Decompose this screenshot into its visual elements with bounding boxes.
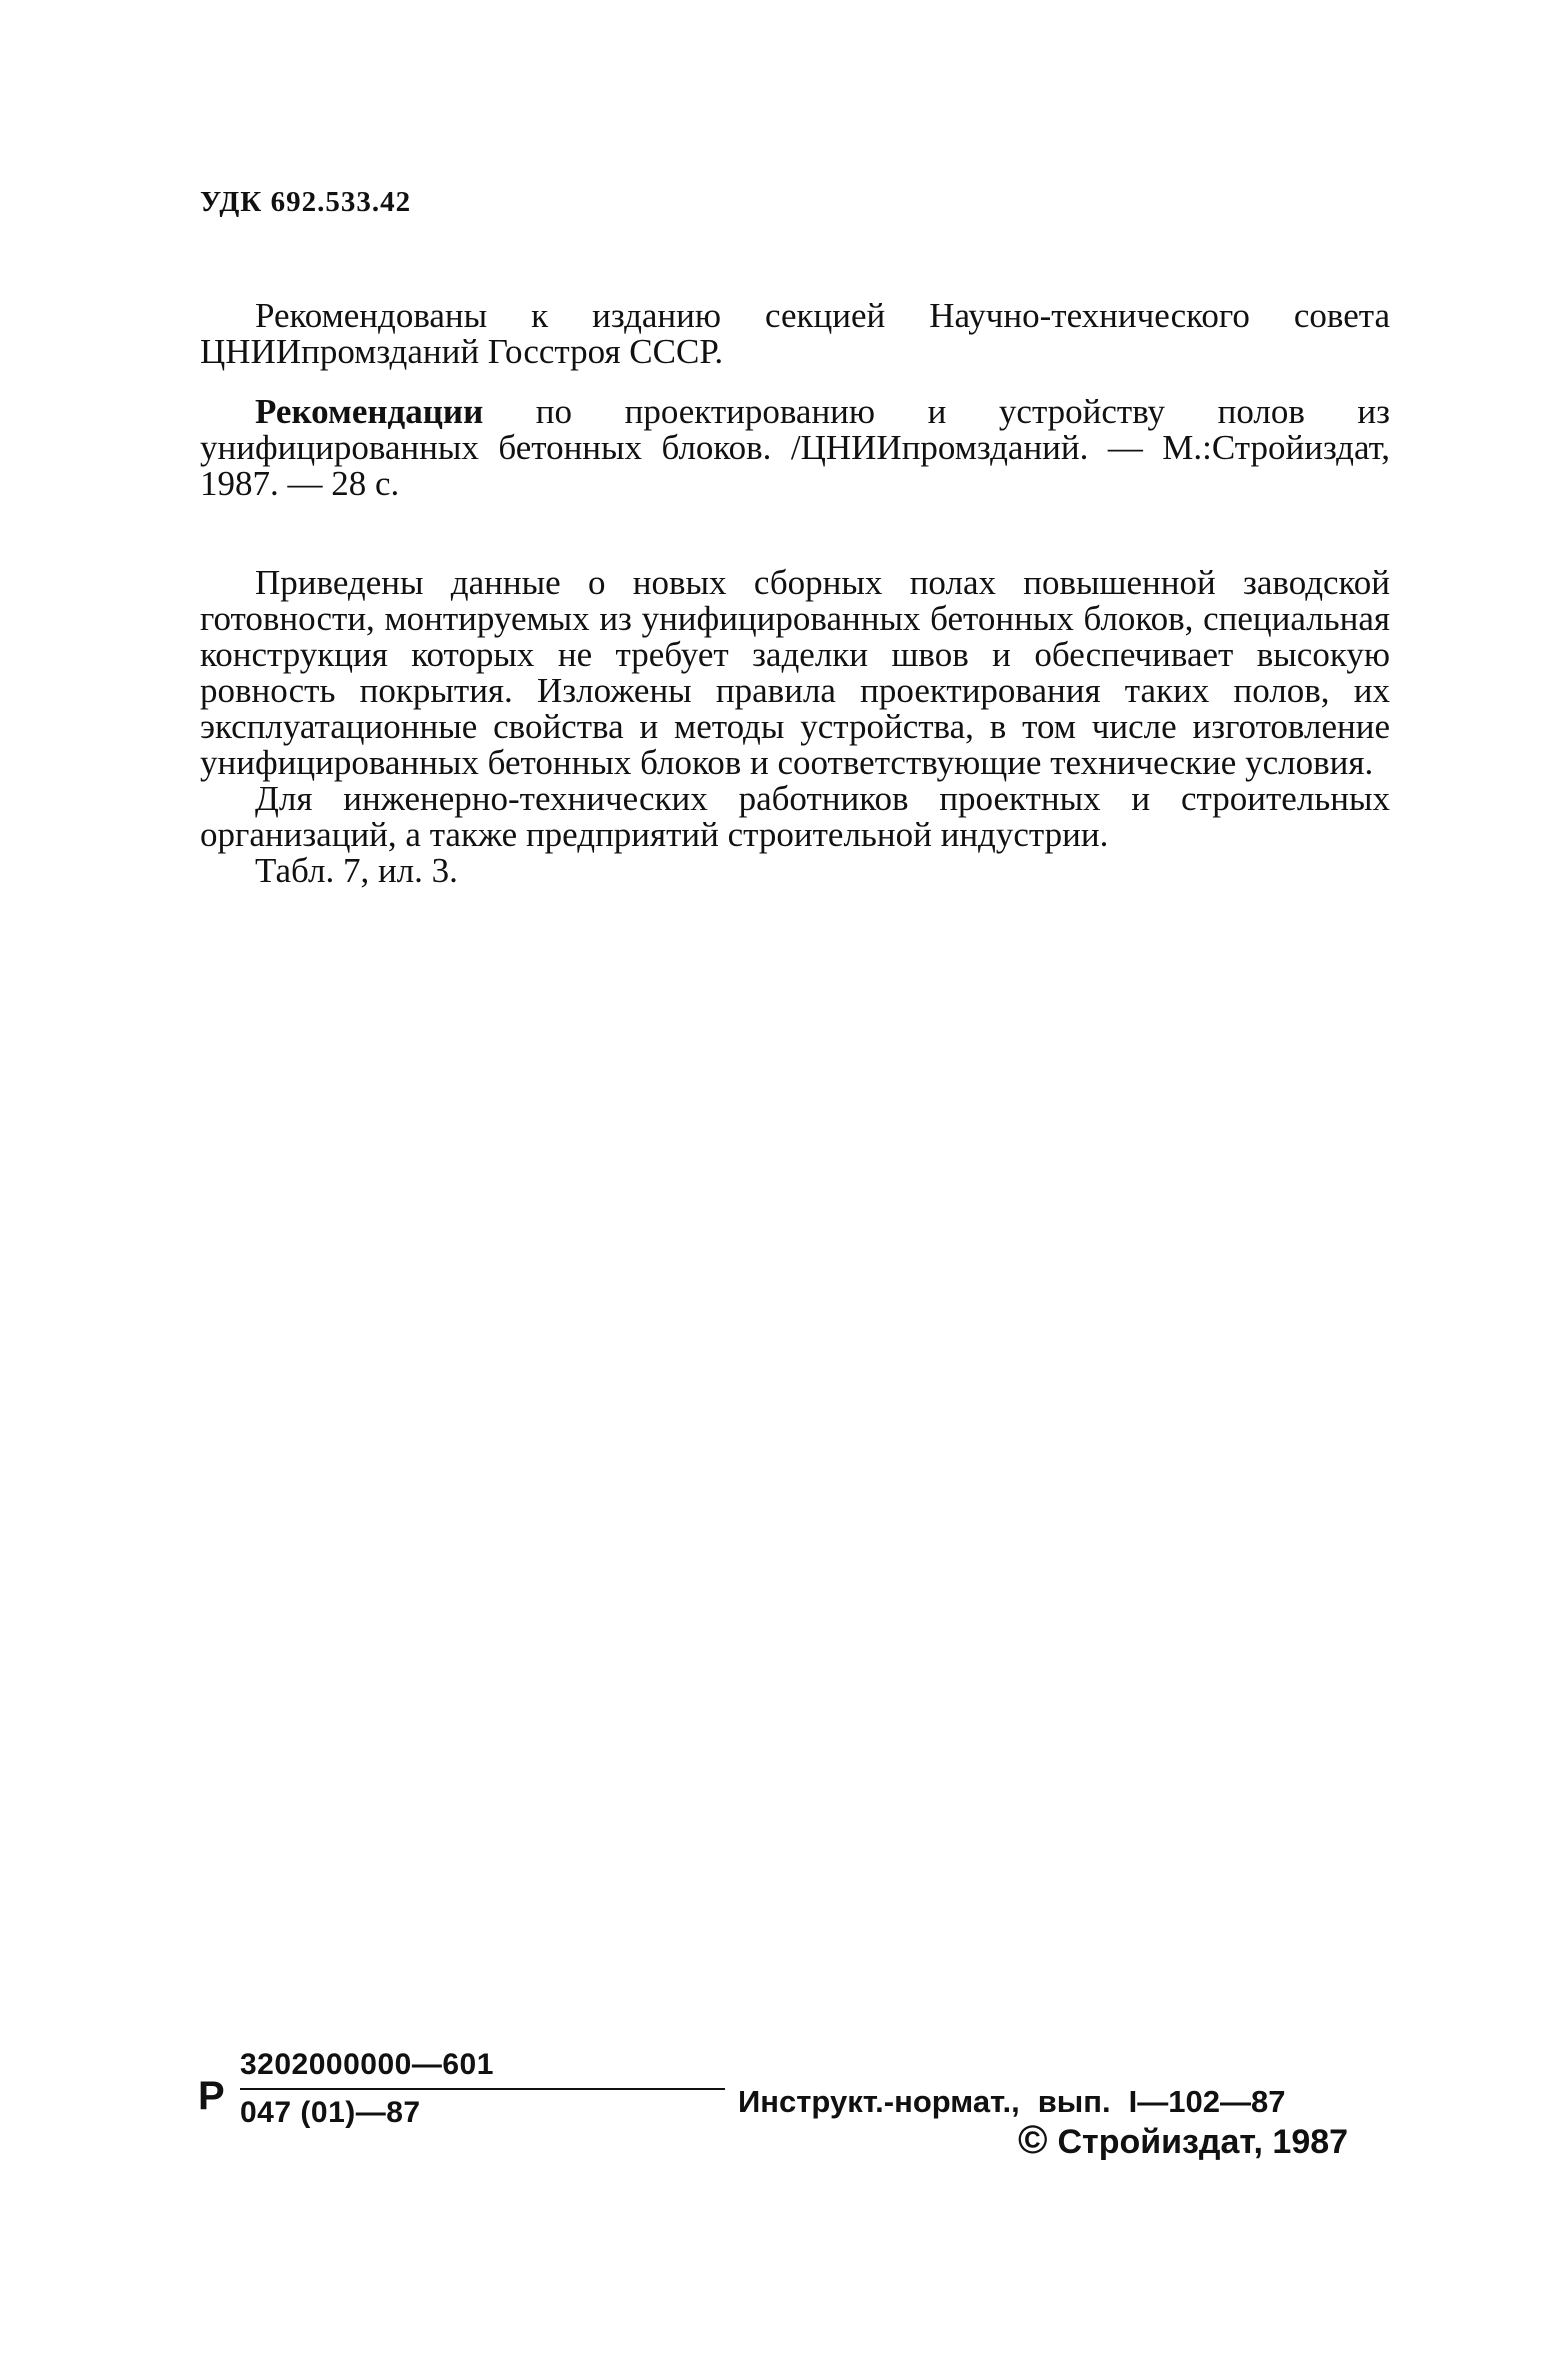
- recommendation-paragraph: Рекомендованы к изданию секцией Научно-технического совета ЦНИИпромзданий Госстроя СССР.: [200, 296, 1390, 371]
- copyright-line: [1018, 2118, 1348, 2163]
- copyright-text: Стройиздат, 1987: [1057, 2123, 1349, 2161]
- abstract-paragraph: Приведены данные о новых сборных полах повышенной заводской готовности, монтируемых из унифицированных бетонных блоков, специальная конструкция которых не требует заделки швов и обеспечивает высокую ровность покрытия. Изложены правила проектирования таких полов, их эксплуатационные свойства и методы устройства, в том числе изготовление унифицированных бетонных блоков и соответствующие технические условия.: [200, 563, 1390, 782]
- issue-label: вып.: [1037, 2084, 1111, 2119]
- index-numerator: 3202000000—601: [240, 2048, 494, 2081]
- bibliographic-record: [200, 394, 1390, 502]
- fraction-rule: [240, 2088, 725, 2090]
- bibliographic-title-lead: Рекомендации: [255, 392, 484, 431]
- bibliographic-description: по проектированию и устройству полов из унифицированных бетонных блоков. /ЦНИИпромзданий. — М.:Стройиздат, 1987. — 28 с.: [200, 392, 1390, 503]
- tables-illustrations-count: Табл. 7, ил. 3.: [255, 851, 458, 890]
- bibliographic-paragraph: [200, 394, 1390, 502]
- issue-number: I—102—87: [1128, 2084, 1286, 2119]
- index-letter: Р: [198, 2074, 225, 2118]
- abstract: [200, 565, 1390, 889]
- audience-paragraph: Для инженерно-технических работников проектных и строительных организаций, а также предприятий строительной индустрии.: [200, 779, 1390, 854]
- series-label: Инструкт.-нормат.,: [738, 2084, 1020, 2119]
- copyright-icon: ©: [1018, 2118, 1048, 2162]
- recommendation-note: [200, 298, 1390, 370]
- series-info: [738, 2084, 1285, 2120]
- udk-code: УДК 692.533.42: [200, 186, 412, 218]
- index-denominator: 047 (01)—87: [240, 2096, 421, 2129]
